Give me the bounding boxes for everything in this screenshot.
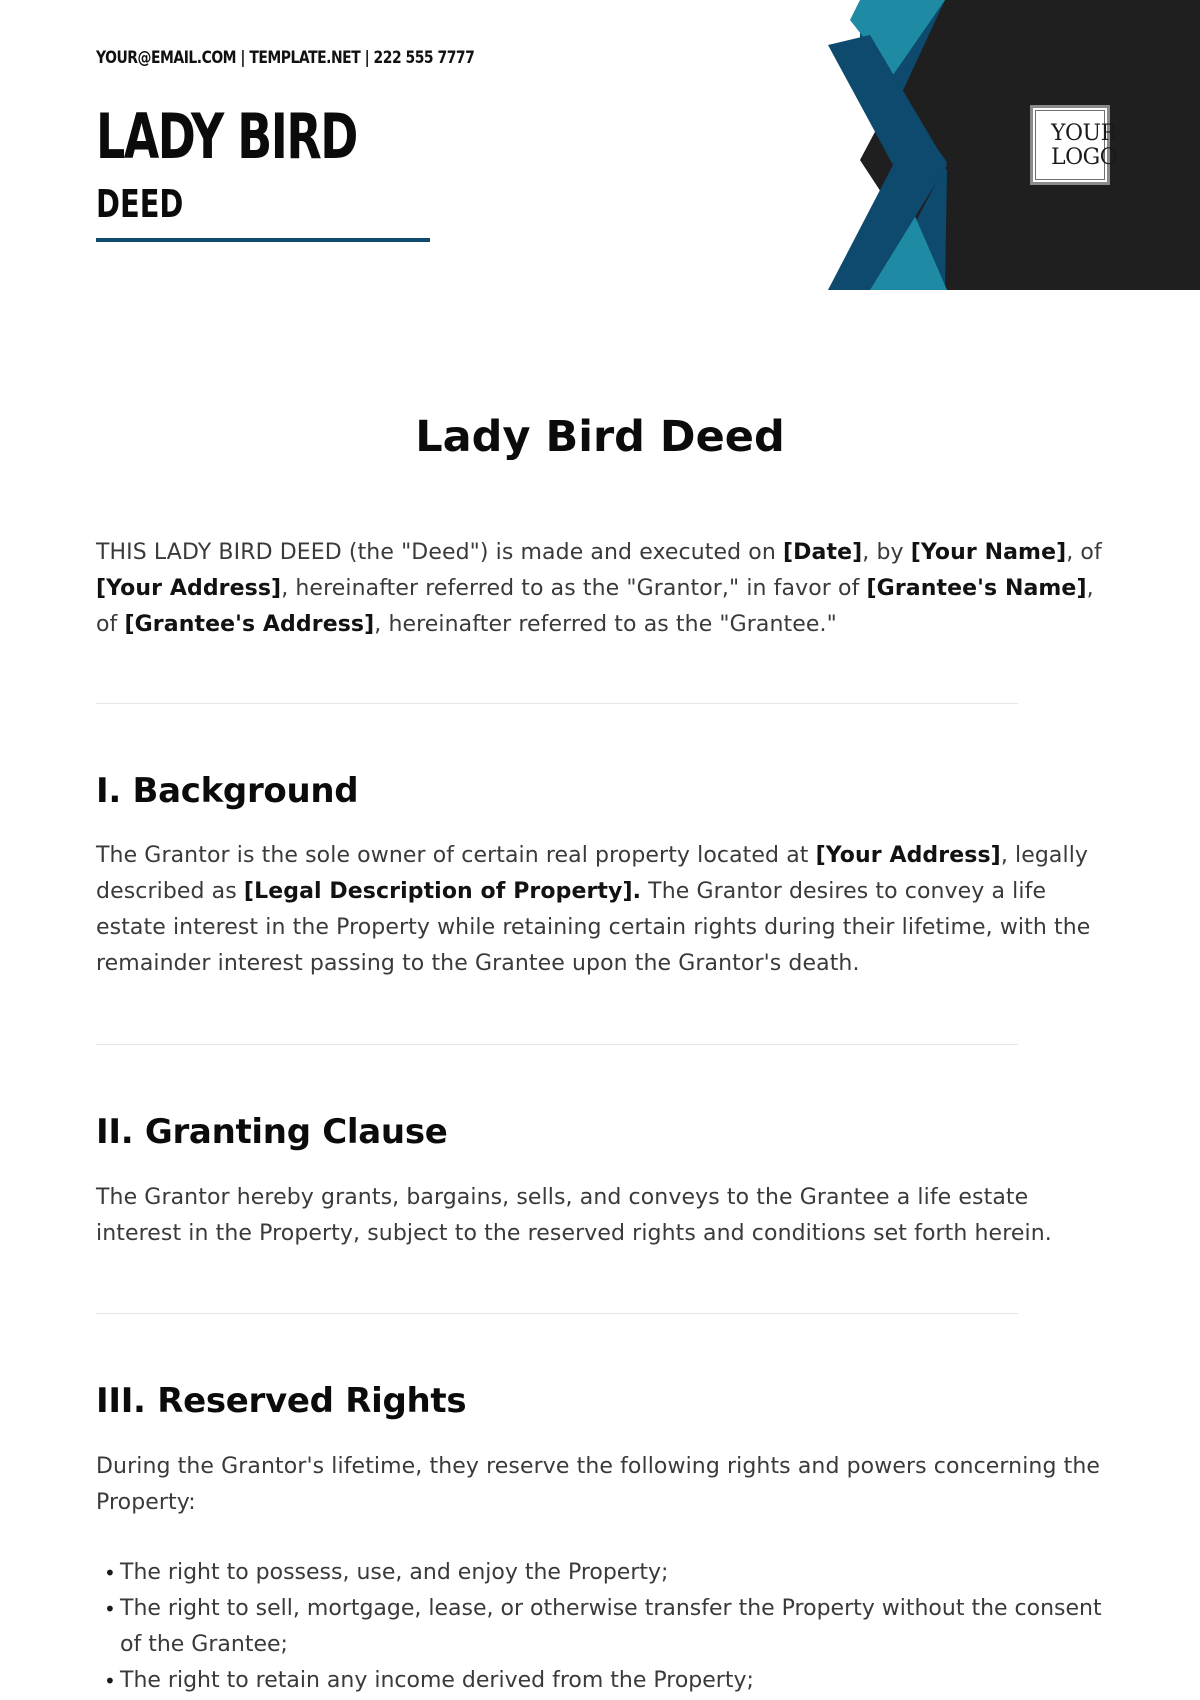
placeholder-field: [Legal Description of Property]. [243, 879, 642, 904]
text-run: , legally described as [96, 843, 1089, 904]
granting-clause-paragraph [96, 1180, 1108, 1252]
logo-text: YOUR LOGO [1051, 121, 1118, 170]
text-run: During the Grantor's lifetime, they reserve the following rights and powers concerning the Property: [96, 1454, 1101, 1515]
brand-subtitle: DEED [96, 182, 184, 226]
section-divider [96, 1044, 1018, 1045]
placeholder-field: [Grantee's Name] [866, 576, 1087, 601]
placeholder-field: [Your Address] [96, 576, 282, 601]
section-divider [96, 1313, 1018, 1314]
placeholder-field: [Your Name] [910, 540, 1067, 565]
placeholder-field: [Date] [783, 540, 863, 565]
reserved-rights-list [96, 1555, 1108, 1699]
document-title: Lady Bird Deed [415, 412, 785, 462]
brand-title: LADY BIRD [96, 100, 357, 173]
text-run: , of [1066, 540, 1102, 565]
section-divider [96, 703, 1018, 704]
placeholder-field: [Grantee's Address] [124, 612, 375, 637]
text-run: , of [96, 576, 1094, 637]
text-run: The Grantor is the sole owner of certain real property located at [96, 843, 816, 868]
section-heading-granting-clause: II. Granting Clause [96, 1112, 448, 1152]
intro-paragraph [96, 535, 1108, 643]
logo-placeholder [1030, 105, 1118, 185]
placeholder-field: [Your Address] [815, 843, 1001, 868]
text-run: THIS LADY BIRD DEED (the "Deed") is made and executed on [96, 540, 783, 565]
list-item: • The right to sell, mortgage, lease, or otherwise transfer the Property without the consent of the Grantee; [96, 1591, 1108, 1663]
text-run: , hereinafter referred to as the "Grantor," in favor of [281, 576, 867, 601]
text-run: , hereinafter referred to as the "Grantee." [374, 612, 837, 637]
reserved-rights-paragraph [96, 1449, 1108, 1521]
text-run: The Grantor hereby grants, bargains, sells, and conveys to the Grantee a life estate interest in the Property, subject to the reserved rights and conditions set forth herein. [96, 1185, 1052, 1246]
section-heading-reserved-rights: III. Reserved Rights [96, 1381, 467, 1421]
header-decoration [0, 0, 1200, 290]
text-run: , by [862, 540, 911, 565]
list-item: • The right to possess, use, and enjoy the Property; [96, 1555, 1108, 1591]
list-item: • The right to retain any income derived from the Property; [96, 1663, 1108, 1699]
section-heading-background: I. Background [96, 771, 359, 811]
contact-line: YOUR@EMAIL.COM | TEMPLATE.NET | 222 555 7777 [96, 48, 475, 68]
background-paragraph [96, 838, 1108, 982]
document-header [0, 0, 1200, 290]
text-run: The Grantor desires to convey a life estate interest in the Property while retaining certain rights during their lifetime, with the remainder interest passing to the Grantee upon the Grantor's death. [96, 879, 1091, 976]
